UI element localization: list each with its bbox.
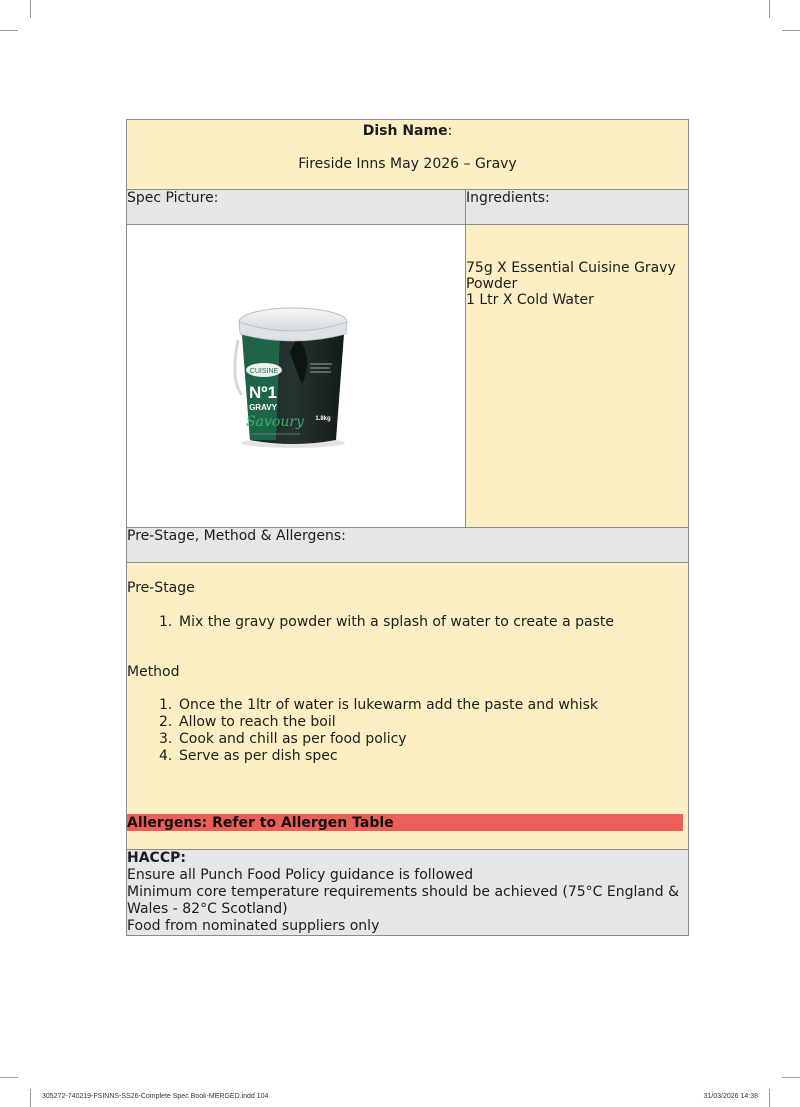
step-text: Cook and chill as per food policy: [179, 731, 407, 747]
list-item: [159, 614, 614, 631]
crop-mark: [769, 1089, 770, 1107]
ingredient-line: Powder: [466, 276, 518, 292]
method-title: Method: [127, 664, 180, 680]
step-number: 1.: [159, 614, 173, 630]
haccp-line: Minimum core temperature requirements should be achieved (75°C England &: [127, 884, 680, 900]
step-number: 1.: [159, 697, 173, 713]
ingredient-line: 1 Ltr X Cold Water: [466, 292, 594, 308]
crop-mark: [0, 30, 18, 31]
crop-mark: [782, 1077, 800, 1078]
haccp-line: Ensure all Punch Food Policy guidance is followed: [127, 867, 474, 883]
list-item: [159, 714, 598, 731]
gravy-tub-image: [220, 300, 360, 450]
dish-spec-table: [126, 119, 689, 936]
spec-picture-label: Spec Picture:: [127, 190, 219, 206]
dish-name: Fireside Inns May 2026 – Gravy: [298, 156, 517, 172]
haccp-line: Wales - 82°C Scotland): [127, 901, 288, 917]
method-list: [159, 697, 598, 765]
step-number: 2.: [159, 714, 173, 730]
haccp-cell: [127, 850, 689, 936]
list-item: [159, 748, 598, 765]
spec-picture-header: [127, 190, 466, 225]
weight-text: 1.8kg: [315, 416, 331, 422]
ingredients-cell: [466, 225, 689, 528]
flavour-text: Savoury: [246, 414, 304, 430]
haccp-title: HACCP:: [127, 850, 186, 866]
step-number: 4.: [159, 748, 173, 764]
list-item: [159, 697, 598, 714]
haccp-line: Food from nominated suppliers only: [127, 918, 380, 934]
tub-handle: [235, 340, 242, 395]
ingredients-header: [466, 190, 689, 225]
crop-mark: [30, 1089, 31, 1107]
footer-file-info: 305272-740219-FSINNS-SS26-Complete Spec Book-MERGED.indd 104: [42, 1093, 269, 1100]
allergen-bar: Allergens: Refer to Allergen Table: [127, 814, 683, 831]
pre-stage-list: [159, 614, 614, 631]
step-number: 3.: [159, 731, 173, 747]
step-text: Once the 1ltr of water is lukewarm add the paste and whisk: [179, 697, 599, 713]
dish-name-label-line: [127, 123, 688, 139]
step-text: Serve as per dish spec: [179, 748, 338, 764]
type-text: GRAVY: [249, 403, 277, 412]
ingredient-line: 75g X Essential Cuisine Gravy: [466, 260, 676, 276]
method-cell: [127, 563, 689, 850]
footer-timestamp: 31/03/2026 14:38: [703, 1093, 758, 1100]
step-text: Allow to reach the boil: [179, 714, 336, 730]
brand-text: CUISINE: [249, 368, 279, 375]
crop-mark: [0, 1077, 18, 1078]
crop-mark: [769, 0, 770, 18]
crop-mark: [30, 0, 31, 18]
list-item: [159, 731, 598, 748]
product-text: Nº1: [249, 383, 277, 402]
crop-mark: [782, 30, 800, 31]
spec-picture-cell: [127, 225, 466, 528]
ingredient-list: [466, 260, 688, 308]
dish-name-cell: [127, 120, 689, 190]
ingredients-label: Ingredients:: [466, 190, 550, 206]
dish-name-colon: :: [447, 123, 453, 139]
step-text: Mix the gravy powder with a splash of water to create a paste: [179, 614, 614, 630]
pre-stage-method-label: Pre-Stage, Method & Allergens:: [127, 528, 346, 544]
dish-name-label: Dish Name: [362, 123, 448, 139]
pre-stage-title: Pre-Stage: [127, 580, 195, 596]
pre-stage-method-header: [127, 528, 689, 563]
